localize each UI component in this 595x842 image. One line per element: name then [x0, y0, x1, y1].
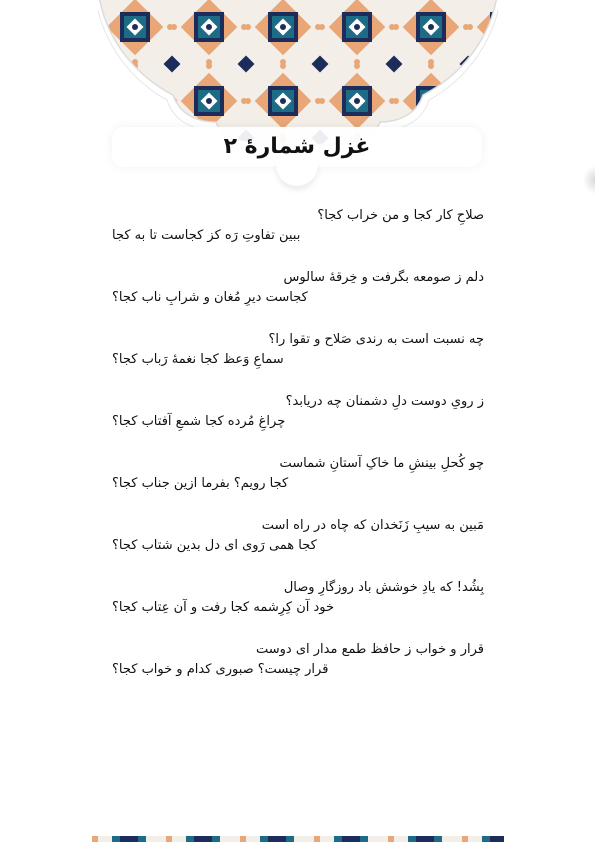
second-hemistich: خود آن کِرِشمه کجا رفت و آن عِتاب کجا؟ — [112, 600, 335, 615]
second-hemistich: کجا همی رَوی ای دل بدین شتاب کجا؟ — [112, 538, 317, 553]
first-hemistich: چه نسبت است به رندی صَلاح و تقوا را؟ — [268, 332, 484, 347]
second-hemistich: چراغِ مُرده کجا شمعِ آفتاب کجا؟ — [112, 414, 286, 429]
couplet — [112, 330, 484, 392]
page-edge-shadow — [583, 165, 595, 195]
poem-title: غزل شمارهٔ ۲ — [223, 134, 371, 159]
second-hemistich: ببین تفاوتِ رَه کز کجاست تا به کجا — [112, 228, 301, 243]
first-hemistich: بِشُد! که یادِ خوشش باد روزگارِ وصال — [283, 580, 484, 595]
couplet — [112, 516, 484, 578]
first-hemistich: چو کُحلِ بینشِ ما خاکِ آستانِ شماست — [279, 456, 484, 471]
couplet — [112, 268, 484, 330]
couplet — [112, 454, 484, 516]
couplet — [112, 578, 484, 640]
footer-ornament — [92, 836, 504, 842]
couplet — [112, 640, 484, 702]
couplet — [112, 392, 484, 454]
second-hemistich: سماعِ وَعظ کجا نغمهٔ رَباب کجا؟ — [112, 352, 284, 367]
first-hemistich: دلم ز صومعه بگرفت و خِرقهٔ سالوس — [283, 270, 484, 285]
second-hemistich: کجا رویم؟ بفرما ازین جناب کجا؟ — [112, 476, 289, 491]
first-hemistich: ز رویِ دوست دلِ دشمنان چه دریابد؟ — [285, 394, 484, 409]
first-hemistich: صلاحِ کار کجا و من خراب کجا؟ — [317, 208, 484, 223]
second-hemistich: کجاست دیرِ مُغان و شرابِ ناب کجا؟ — [112, 290, 308, 305]
first-hemistich: مَبین به سیبِ زَنَخدان که چاه در راه است — [261, 518, 484, 533]
couplet — [112, 206, 484, 268]
poem-body — [112, 206, 484, 702]
second-hemistich: قرار چیست؟ صبوری کدام و خواب کجا؟ — [112, 662, 329, 677]
first-hemistich: قرار و خواب ز حافظ طمع مدار ای دوست — [255, 642, 484, 657]
